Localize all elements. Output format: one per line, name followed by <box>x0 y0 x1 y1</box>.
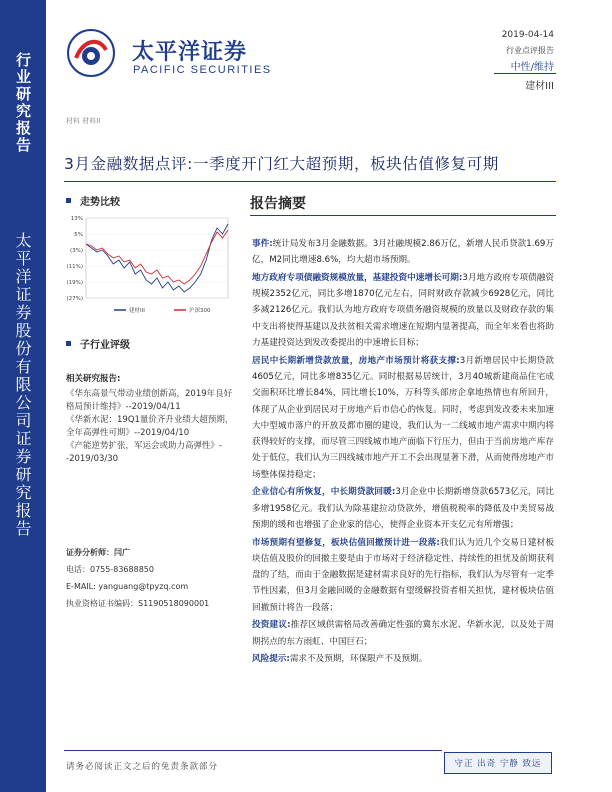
title-divider <box>64 181 556 182</box>
sector-label: 建材III <box>525 81 554 92</box>
report-type: 行业点评报告 <box>506 46 554 55</box>
bullet-square-icon <box>66 341 71 346</box>
y-tick-label: (11%) <box>66 264 83 270</box>
paragraph-lead: 事件: <box>252 239 273 249</box>
paragraph-lead: 地方政府专项债融资规模放量，基建投资中速增长可期: <box>252 272 463 283</box>
logo-english-name: PACIFIC SECURITIES <box>133 64 272 76</box>
y-tick-label: (3%) <box>69 248 83 254</box>
header-divider <box>494 73 556 74</box>
related-item[interactable]: 《产能逆势扩张，军运会或助力高弹性》--2019/03/30 <box>66 441 223 464</box>
paragraph-text: 3月企业中长期新增贷款6573亿元，同比多增1958亿元。我们认为除基建拉动贷款外，增值税税率的降低及中美贸易战预期的缓和也增强了企业家的信心，使得企业资本开支亿元有所增强； <box>252 487 554 530</box>
trend-heading-text: 走势比较 <box>80 197 120 208</box>
footer-divider <box>64 750 442 751</box>
analyst-name: 闫广 <box>114 548 130 557</box>
analyst-line <box>66 544 242 561</box>
summary-divider <box>250 215 556 216</box>
trend-heading <box>66 193 120 208</box>
bullet-square-icon <box>66 198 71 203</box>
paragraph-lead: 风险提示: <box>252 654 290 665</box>
breadcrumb: 材料 材料II <box>66 117 101 125</box>
paragraph-text: 3月地方政府专项债融资规模2352亿元，同比多增1870亿元左右，同时财政存款减少6928亿元，同比多减2126亿元。我们认为地方政府专项债务融资规模的放量以及财政存款的集中支出将使得基建以及扶贫相关需求增速在短期内显著提高，而全年来看也将助力基建投资达到发改委提出的中速增长目标； <box>252 272 554 349</box>
paragraph-lead: 企业信心有所恢复，中长期贷款回暖: <box>252 487 396 498</box>
analyst-cert: 执业资格证书编码：S1190518090001 <box>66 599 210 608</box>
trend-chart <box>64 212 242 316</box>
paragraph-lead: 居民中长期新增贷款放量，房地产市场预计将获支撑: <box>252 355 460 366</box>
sidebar-bottom-label: 太平洋证券股份有限公司证券研究报告 <box>13 232 32 538</box>
logo-chinese-name: 太平洋证券 <box>132 40 248 65</box>
analyst-info <box>66 544 242 612</box>
summary-paragraph <box>252 236 554 269</box>
y-tick-label: 13% <box>70 216 83 222</box>
company-logo-icon <box>66 28 116 78</box>
y-tick-label: (27%) <box>66 296 83 302</box>
summary-paragraph <box>252 270 554 351</box>
legend-label: 沪深300 <box>189 308 211 314</box>
analyst-label: 证券分析师： <box>66 548 114 557</box>
summary-paragraph <box>252 651 554 667</box>
y-tick-label: (19%) <box>66 280 83 286</box>
y-tick-label: 5% <box>74 232 83 238</box>
sidebar-top-wrap <box>13 52 33 154</box>
analyst-phone: 电话：0755-83688850 <box>66 565 154 574</box>
summary-paragraph <box>252 353 554 483</box>
related-item[interactable]: 《华新水泥：19Q1量价齐升业绩大超预期，全年高弹性可期》--2019/04/10 <box>66 415 234 438</box>
footer-motto: 守正 出奇 宁静 致远 <box>444 752 552 774</box>
paragraph-lead: 市场预期有望修复，板块估值回撤预计进一段落: <box>252 537 440 548</box>
footer-disclaimer: 请务必阅读正文之后的免责条款部分 <box>66 762 219 772</box>
paragraph-text: 我们认为近几个交易日建材板块估值及股价的回撤主要是由于市场对于经济稳定性、持续性的担忧及前期获利盘的了结，而由于金融数据是建材需求良好的先行指标，我们认为尽管有一定季节性因素，但3月金融回暖的金融数据有望缓解投资者相关担忧，建材板块估值回撤预计将告一段落； <box>252 537 554 613</box>
sidebar-top-label: 行业研究报告 <box>14 52 32 154</box>
sub-rating-heading-text: 子行业评级 <box>80 340 130 351</box>
report-title: 3月金融数据点评:一季度开门红大超预期，板块估值修复可期 <box>64 155 499 173</box>
legend-label: 建材III <box>129 308 145 314</box>
related-reports <box>66 373 240 466</box>
analyst-email[interactable]: E-MAIL: yanguang@tpyzq.com <box>66 582 189 591</box>
summary-paragraph <box>252 535 554 616</box>
summary-heading: 报告摘要 <box>250 196 306 212</box>
trend-chart-svg <box>64 212 242 316</box>
summary-body <box>252 236 554 669</box>
report-date: 2019-04-14 <box>501 30 554 40</box>
paragraph-text: 统计局发布3月金融数据。3月社融规模2.86万亿，新增人民币贷款1.69万亿，M2同比增速8.6%，均大超市场预期。 <box>252 239 554 266</box>
paragraph-text: 需求不及预期，环保限产不及预期。 <box>289 654 428 665</box>
related-item[interactable]: 《华东高景气带动业绩创新高，2019年良好格局预计维持》--2019/04/11 <box>66 389 233 412</box>
summary-paragraph <box>252 617 554 650</box>
sidebar-bottom-wrap <box>12 232 32 538</box>
summary-paragraph <box>252 484 554 533</box>
paragraph-lead: 投资建议: <box>252 620 291 631</box>
paragraph-text: 推荐区域供需格局改善确定性强的冀东水泥、华新水泥，以及处于周期拐点的东方雨虹、中国巨石； <box>252 620 554 647</box>
industry-rating: 中性/维持 <box>510 62 554 73</box>
related-heading: 相关研究报告: <box>66 374 121 384</box>
paragraph-text: 3月新增居民中长期贷款4605亿元，同比多增835亿元。同时根据易居统计，3月40城新建商品住宅成交面积环比增长84%，同比增长10%，万科等头部房企拿地热情也有所回升，体现了从企业到居民对于房地产后市信心的恢复。同时，考虑到发改委未来加速大中型城市落户的开放及都市圈的建设，我们认为一二线城市地产需求中期内将获得较好的支撑，而尽管三四线城市地产面临下行压力，但由于当前房地产库存处于低位，我们认为三四线城市地产开工不会出现显著下滑，从而使得房地产市场整体保持稳定； <box>252 355 554 480</box>
sub-rating-heading <box>66 336 130 351</box>
